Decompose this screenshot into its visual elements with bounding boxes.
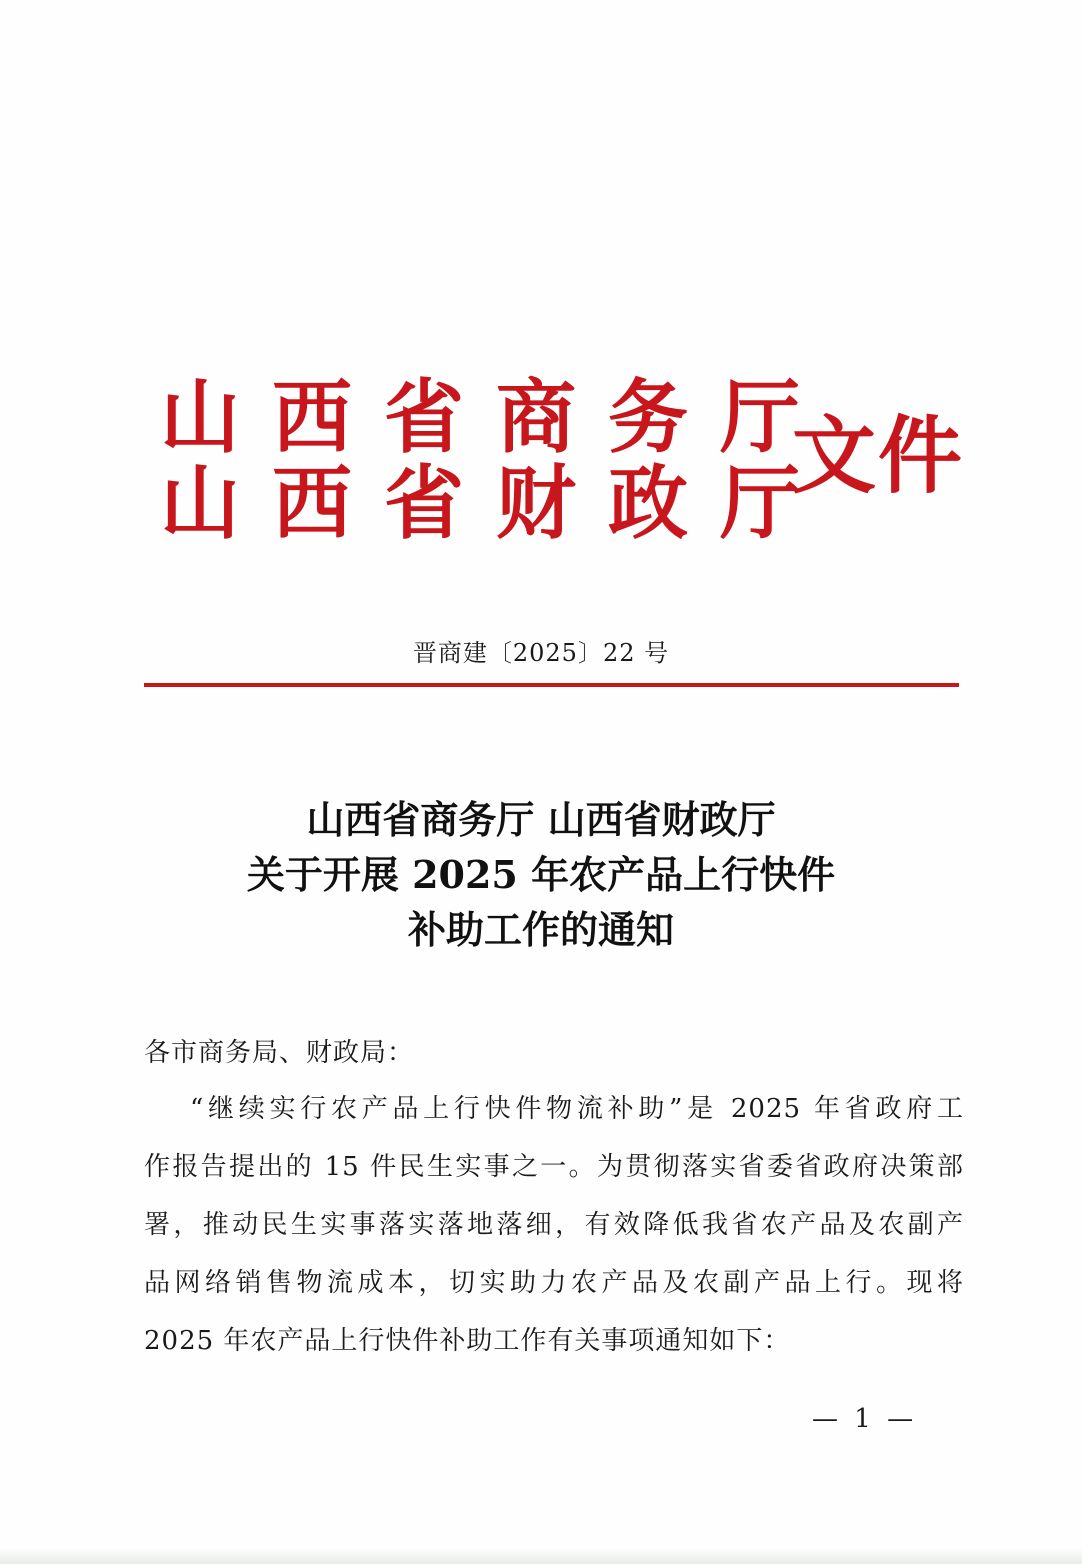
issuer-finance-dept: 山西省财政厅 xyxy=(160,456,832,550)
title-line: 补助工作的通知 xyxy=(407,907,674,952)
issuer-commerce-dept: 山西省商务厅 xyxy=(160,370,832,464)
body-line: 署，推动民生实事落实落地落细，有效降低我省农产品及农副产 xyxy=(144,1210,964,1240)
scan-edge xyxy=(0,1548,1082,1564)
title-line: 山西省商务厅 山西省财政厅 xyxy=(306,797,776,842)
document-number: 晋商建〔2025〕22 号 xyxy=(412,639,670,667)
document-type-label: 文件 xyxy=(792,406,965,505)
title-line: 关于开展 2025 年农产品上行快件 xyxy=(246,852,836,897)
salutation: 各市商务局、财政局： xyxy=(144,1038,415,1068)
page-number: — 1 — xyxy=(812,1404,918,1434)
document-body xyxy=(144,1026,964,1370)
document-title xyxy=(0,792,1082,957)
body-line: 品网络销售物流成本，切实助力农产品及农副产品上行。现将 xyxy=(144,1268,964,1298)
body-line: 2025 年农产品上行快件补助工作有关事项通知如下： xyxy=(144,1326,791,1356)
red-divider xyxy=(144,683,959,687)
red-header xyxy=(160,368,965,550)
body-line: “继续实行农产品上行快件物流补助”是 2025 年省政府工 xyxy=(190,1094,964,1124)
body-line: 作报告提出的 15 件民生实事之一。为贯彻落实省委省政府决策部 xyxy=(144,1152,964,1182)
